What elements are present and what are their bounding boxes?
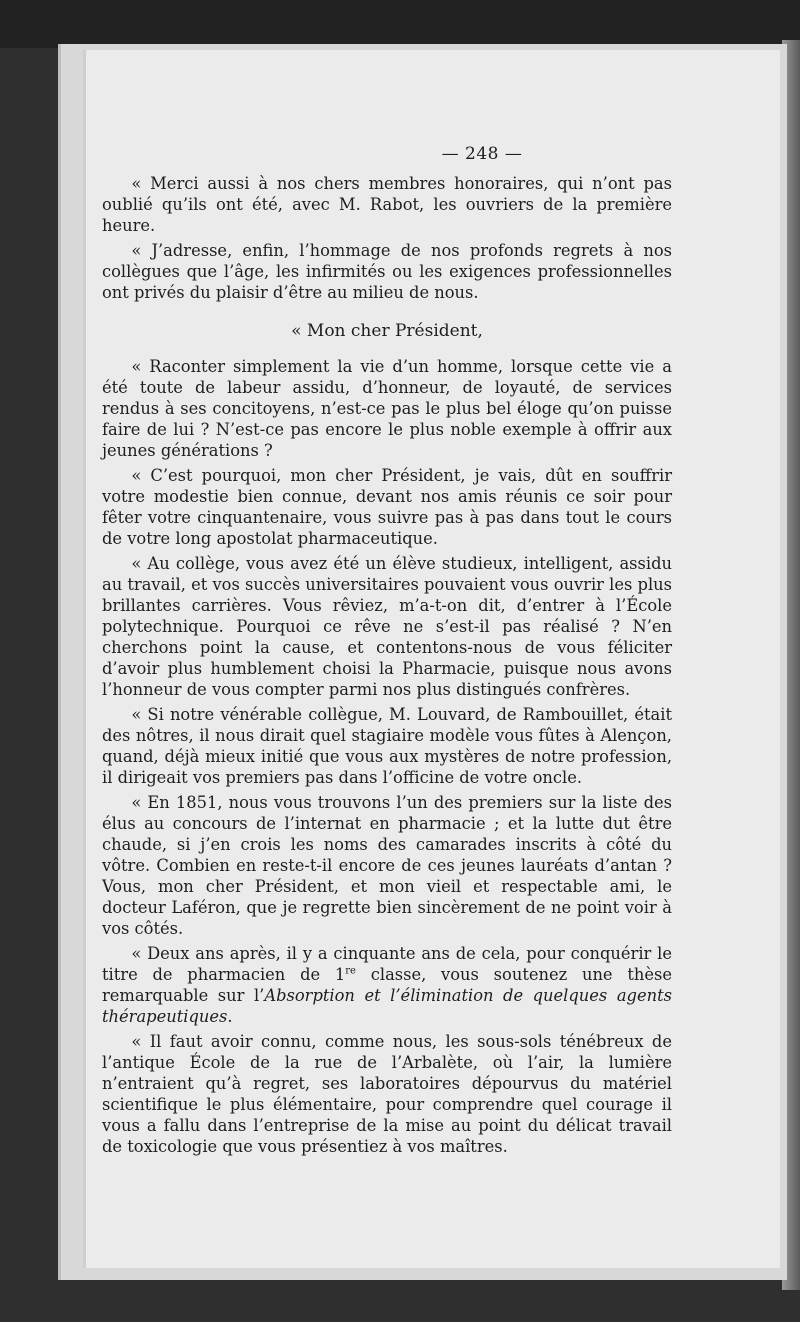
paragraph: « J’adresse, enfin, l’hommage de nos profonds regrets à nos collègues que l’âge, les infirmités ou les exigences professionnelles ont privés du plaisir d’être au milieu de nous. — [102, 241, 672, 302]
page-number: — 248 — — [441, 144, 523, 164]
thesis-text-middle: classe, vous soutenez une thèse remarquable sur l’ — [102, 965, 672, 1005]
paragraph: « Au collège, vous avez été un élève studieux, intelligent, assidu au travail, et vos succès universitaires pouvaient vous ouvrir les plus brillantes carrières. Vous rêviez, m’a-t-on dit, d’entrer à l’École polytechnique. Pourquoi ce rêve ne s’est-il pas réalisé ? N’en cherchons point la cause, et contentons-nous de vous féliciter d’avoir plus humblement choisi la Pharmacie, puisque nous avons l’honneur de vous compter parmi nos plus distingués confrères. — [102, 554, 672, 699]
paragraph: « Merci aussi à nos chers membres honoraires, qui n’ont pas oublié qu’ils ont été, avec M. Rabot, les ouvriers de la première heure. — [102, 174, 672, 235]
paragraph: « C’est pourquoi, mon cher Président, je vais, dût en souffrir votre modestie bien connue, devant nos amis réunis ce soir pour fêter votre cinquantenaire, vous suivre pas à pas dans tout le cours de votre long apostolat pharmaceutique. — [102, 466, 672, 548]
thesis-paragraph — [102, 943, 672, 1027]
thesis-text-end: . — [227, 1007, 233, 1026]
page-text-block — [102, 50, 672, 1161]
salutation: « Mon cher Président, — [291, 321, 483, 341]
paragraph: « Il faut avoir connu, comme nous, les sous-sols ténébreux de l’antique École de la rue de l’Arbalète, où l’air, la lumière n’entraient qu’à regret, ses laboratoires dépourvus du matériel scientifique le plus élémentaire, pour comprendre quel courage il vous a fallu dans l’entreprise de la mise au point du délicat travail de toxicologie que vous présentiez à vos maîtres. — [102, 1032, 672, 1156]
ordinal-superscript: re — [345, 965, 356, 977]
paragraph: « Si notre vénérable collègue, M. Louvard, de Rambouillet, était des nôtres, il nous dirait quel stagiaire modèle vous fûtes à Alençon, quand, déjà mieux initié que vous aux mystères de notre profession, il dirigeait vos premiers pas dans l’officine de votre oncle. — [102, 705, 672, 787]
thesis-title: Absorption et l’élimination de quelques agents thérapeutiques — [102, 986, 672, 1026]
paragraph: « En 1851, nous vous trouvons l’un des premiers sur la liste des élus au concours de l’internat en pharmacie ; et la lutte dut être chaude, si j’en crois les noms des camarades inscrits à côté du vôtre. Combien en reste-t-il encore de ces jeunes lauréats d’antan ? Vous, mon cher Président, et mon vieil et respectable ami, le docteur Laféron, que je regrette bien sincèrement de ne point voir à vos côtés. — [102, 793, 672, 938]
paragraph: « Raconter simplement la vie d’un homme, lorsque cette vie a été toute de labeur assidu, d’honneur, de loyauté, de services rendus à ses concitoyens, n’est-ce pas le plus bel éloge qu’on puisse faire de lui ? N’est-ce pas encore le plus noble exemple à offrir aux jeunes générations ? — [102, 357, 672, 460]
scan-background-top — [0, 0, 800, 48]
thesis-text-start: « Deux ans après, il y a cinquante ans de cela, pour conquérir le titre de pharmacien de 1 — [102, 944, 672, 984]
